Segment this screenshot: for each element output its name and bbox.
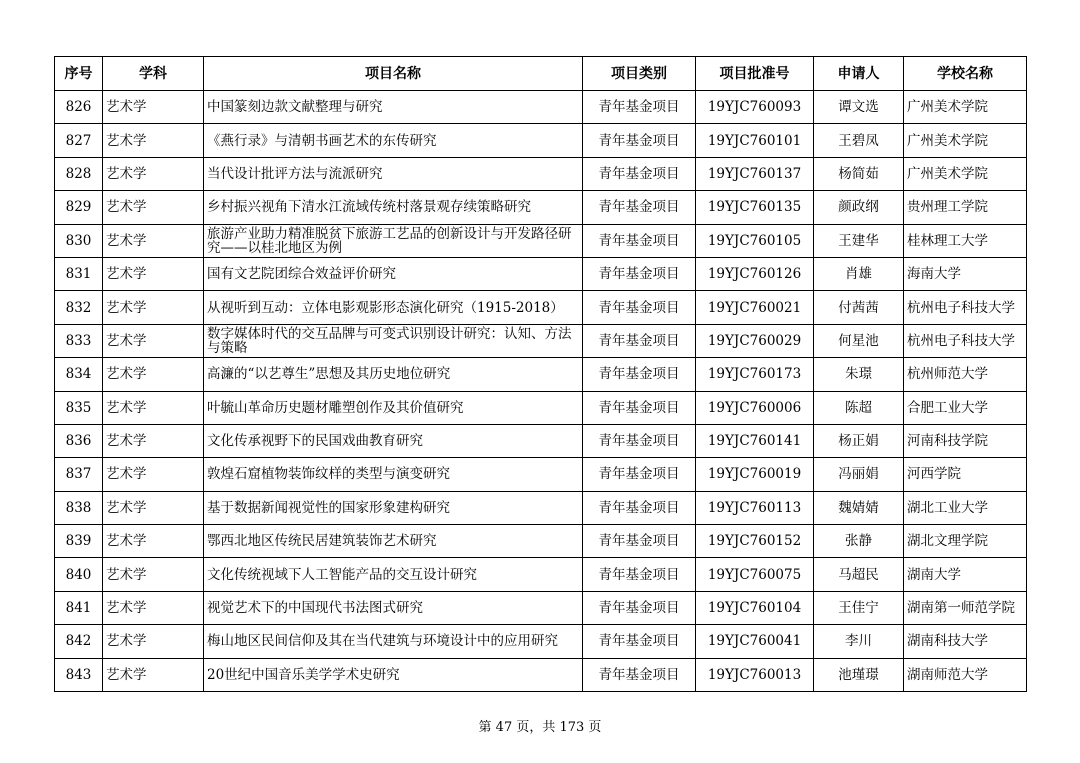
cell-project-name: 高濂的“以艺尊生”思想及其历史地位研究	[204, 358, 583, 391]
cell-seq: 838	[55, 491, 103, 524]
cell-school-name: 杭州电子科技大学	[904, 324, 1027, 357]
cell-seq: 841	[55, 591, 103, 624]
cell-seq: 835	[55, 391, 103, 424]
table-header	[55, 57, 1027, 91]
cell-project-category: 青年基金项目	[583, 458, 696, 491]
cell-approval-number: 19YJC760137	[696, 157, 814, 190]
cell-seq: 828	[55, 157, 103, 190]
cell-project-category: 青年基金项目	[583, 558, 696, 591]
cell-discipline: 艺术学	[103, 358, 204, 391]
cell-seq: 840	[55, 558, 103, 591]
cell-school-name: 湖南第一师范学院	[904, 591, 1027, 624]
cell-school-name: 合肥工业大学	[904, 391, 1027, 424]
table-row	[55, 391, 1027, 424]
cell-approval-number: 19YJC760135	[696, 191, 814, 224]
cell-project-name: 乡村振兴视角下清水江流域传统村落景观存续策略研究	[204, 191, 583, 224]
header-discipline: 学科	[103, 57, 204, 91]
cell-applicant: 王碧凤	[814, 124, 904, 157]
cell-seq: 829	[55, 191, 103, 224]
cell-approval-number: 19YJC760104	[696, 591, 814, 624]
cell-approval-number: 19YJC760173	[696, 358, 814, 391]
header-seq: 序号	[55, 57, 103, 91]
cell-seq: 832	[55, 291, 103, 324]
table-row	[55, 358, 1027, 391]
page-footer: 第 47 页，共 173 页	[478, 720, 602, 735]
cell-approval-number: 19YJC760075	[696, 558, 814, 591]
cell-seq: 842	[55, 625, 103, 658]
cell-seq: 839	[55, 525, 103, 558]
cell-approval-number: 19YJC760093	[696, 91, 814, 124]
cell-discipline: 艺术学	[103, 224, 204, 257]
project-table	[54, 56, 1027, 692]
cell-approval-number: 19YJC760006	[696, 391, 814, 424]
cell-project-name: 文化传统视域下人工智能产品的交互设计研究	[204, 558, 583, 591]
cell-project-category: 青年基金项目	[583, 658, 696, 691]
cell-project-name: 中国篆刻边款文献整理与研究	[204, 91, 583, 124]
cell-approval-number: 19YJC760101	[696, 124, 814, 157]
cell-project-category: 青年基金项目	[583, 257, 696, 290]
cell-discipline: 艺术学	[103, 324, 204, 357]
cell-applicant: 陈超	[814, 391, 904, 424]
cell-discipline: 艺术学	[103, 157, 204, 190]
cell-project-name: 《燕行录》与清朝书画艺术的东传研究	[204, 124, 583, 157]
cell-discipline: 艺术学	[103, 291, 204, 324]
table-row	[55, 157, 1027, 190]
cell-school-name: 海南大学	[904, 257, 1027, 290]
project-list-sheet	[54, 56, 1026, 692]
cell-project-name: 鄂西北地区传统民居建筑装饰艺术研究	[204, 525, 583, 558]
header-school-name: 学校名称	[904, 57, 1027, 91]
cell-school-name: 广州美术学院	[904, 157, 1027, 190]
cell-approval-number: 19YJC760152	[696, 525, 814, 558]
cell-school-name: 湖北文理学院	[904, 525, 1027, 558]
cell-applicant: 朱璟	[814, 358, 904, 391]
cell-school-name: 广州美术学院	[904, 91, 1027, 124]
header-project-category: 项目类别	[583, 57, 696, 91]
table-row	[55, 324, 1027, 357]
cell-discipline: 艺术学	[103, 491, 204, 524]
table-row	[55, 224, 1027, 257]
cell-applicant: 张静	[814, 525, 904, 558]
cell-approval-number: 19YJC760141	[696, 424, 814, 457]
cell-project-name: 数字媒体时代的交互品牌与可变式识别设计研究：认知、方法与策略	[204, 324, 583, 357]
cell-school-name: 湖北工业大学	[904, 491, 1027, 524]
cell-discipline: 艺术学	[103, 525, 204, 558]
cell-approval-number: 19YJC760013	[696, 658, 814, 691]
cell-project-category: 青年基金项目	[583, 291, 696, 324]
cell-project-category: 青年基金项目	[583, 224, 696, 257]
cell-seq: 834	[55, 358, 103, 391]
cell-project-category: 青年基金项目	[583, 625, 696, 658]
table-row	[55, 458, 1027, 491]
cell-school-name: 广州美术学院	[904, 124, 1027, 157]
cell-project-category: 青年基金项目	[583, 157, 696, 190]
header-row	[55, 57, 1027, 91]
cell-discipline: 艺术学	[103, 124, 204, 157]
cell-project-name: 当代设计批评方法与流派研究	[204, 157, 583, 190]
header-approval-number: 项目批准号	[696, 57, 814, 91]
header-project-name: 项目名称	[204, 57, 583, 91]
cell-seq: 837	[55, 458, 103, 491]
cell-discipline: 艺术学	[103, 625, 204, 658]
cell-project-category: 青年基金项目	[583, 391, 696, 424]
cell-project-name: 梅山地区民间信仰及其在当代建筑与环境设计中的应用研究	[204, 625, 583, 658]
cell-approval-number: 19YJC760019	[696, 458, 814, 491]
cell-project-category: 青年基金项目	[583, 124, 696, 157]
cell-applicant: 肖雄	[814, 257, 904, 290]
cell-seq: 831	[55, 257, 103, 290]
cell-applicant: 魏婧婧	[814, 491, 904, 524]
table-row	[55, 658, 1027, 691]
cell-project-name: 20世纪中国音乐美学学术史研究	[204, 658, 583, 691]
cell-project-name: 叶毓山革命历史题材雕塑创作及其价值研究	[204, 391, 583, 424]
cell-approval-number: 19YJC760126	[696, 257, 814, 290]
cell-applicant: 冯丽娟	[814, 458, 904, 491]
table-body	[55, 91, 1027, 692]
cell-applicant: 王佳宁	[814, 591, 904, 624]
cell-project-name: 国有文艺院团综合效益评价研究	[204, 257, 583, 290]
cell-approval-number: 19YJC760021	[696, 291, 814, 324]
cell-school-name: 湖南大学	[904, 558, 1027, 591]
cell-approval-number: 19YJC760041	[696, 625, 814, 658]
table-row	[55, 491, 1027, 524]
table-row	[55, 558, 1027, 591]
cell-school-name: 河南科技学院	[904, 424, 1027, 457]
cell-school-name: 桂林理工大学	[904, 224, 1027, 257]
cell-approval-number: 19YJC760113	[696, 491, 814, 524]
cell-seq: 826	[55, 91, 103, 124]
cell-school-name: 河西学院	[904, 458, 1027, 491]
cell-discipline: 艺术学	[103, 658, 204, 691]
cell-applicant: 马超民	[814, 558, 904, 591]
cell-applicant: 颜政纲	[814, 191, 904, 224]
cell-seq: 827	[55, 124, 103, 157]
cell-discipline: 艺术学	[103, 391, 204, 424]
cell-applicant: 池瑾璟	[814, 658, 904, 691]
cell-project-category: 青年基金项目	[583, 324, 696, 357]
cell-project-name: 基于数据新闻视觉性的国家形象建构研究	[204, 491, 583, 524]
cell-applicant: 李川	[814, 625, 904, 658]
table-row	[55, 525, 1027, 558]
table-row	[55, 291, 1027, 324]
table-row	[55, 91, 1027, 124]
cell-discipline: 艺术学	[103, 591, 204, 624]
cell-school-name: 杭州电子科技大学	[904, 291, 1027, 324]
cell-seq: 836	[55, 424, 103, 457]
cell-discipline: 艺术学	[103, 191, 204, 224]
table-row	[55, 591, 1027, 624]
table-row	[55, 191, 1027, 224]
cell-project-category: 青年基金项目	[583, 591, 696, 624]
cell-project-category: 青年基金项目	[583, 491, 696, 524]
cell-discipline: 艺术学	[103, 91, 204, 124]
cell-project-category: 青年基金项目	[583, 424, 696, 457]
cell-seq: 843	[55, 658, 103, 691]
cell-discipline: 艺术学	[103, 257, 204, 290]
cell-school-name: 杭州师范大学	[904, 358, 1027, 391]
cell-seq: 833	[55, 324, 103, 357]
cell-project-category: 青年基金项目	[583, 91, 696, 124]
cell-project-name: 旅游产业助力精准脱贫下旅游工艺品的创新设计与开发路径研究——以桂北地区为例	[204, 224, 583, 257]
cell-project-category: 青年基金项目	[583, 358, 696, 391]
cell-school-name: 湖南科技大学	[904, 625, 1027, 658]
cell-approval-number: 19YJC760105	[696, 224, 814, 257]
cell-project-name: 文化传承视野下的民国戏曲教育研究	[204, 424, 583, 457]
table-row	[55, 424, 1027, 457]
cell-seq: 830	[55, 224, 103, 257]
cell-applicant: 杨简茹	[814, 157, 904, 190]
cell-applicant: 谭文选	[814, 91, 904, 124]
cell-project-name: 从视听到互动：立体电影观影形态演化研究（1915-2018）	[204, 291, 583, 324]
cell-project-name: 视觉艺术下的中国现代书法图式研究	[204, 591, 583, 624]
header-applicant: 申请人	[814, 57, 904, 91]
cell-applicant: 何星池	[814, 324, 904, 357]
cell-discipline: 艺术学	[103, 458, 204, 491]
table-row	[55, 124, 1027, 157]
table-row	[55, 257, 1027, 290]
cell-school-name: 贵州理工学院	[904, 191, 1027, 224]
cell-discipline: 艺术学	[103, 558, 204, 591]
cell-project-category: 青年基金项目	[583, 525, 696, 558]
cell-applicant: 付茜茜	[814, 291, 904, 324]
table-row	[55, 625, 1027, 658]
cell-school-name: 湖南师范大学	[904, 658, 1027, 691]
cell-discipline: 艺术学	[103, 424, 204, 457]
cell-applicant: 杨正娟	[814, 424, 904, 457]
cell-project-category: 青年基金项目	[583, 191, 696, 224]
cell-applicant: 王建华	[814, 224, 904, 257]
cell-project-name: 敦煌石窟植物装饰纹样的类型与演变研究	[204, 458, 583, 491]
cell-approval-number: 19YJC760029	[696, 324, 814, 357]
